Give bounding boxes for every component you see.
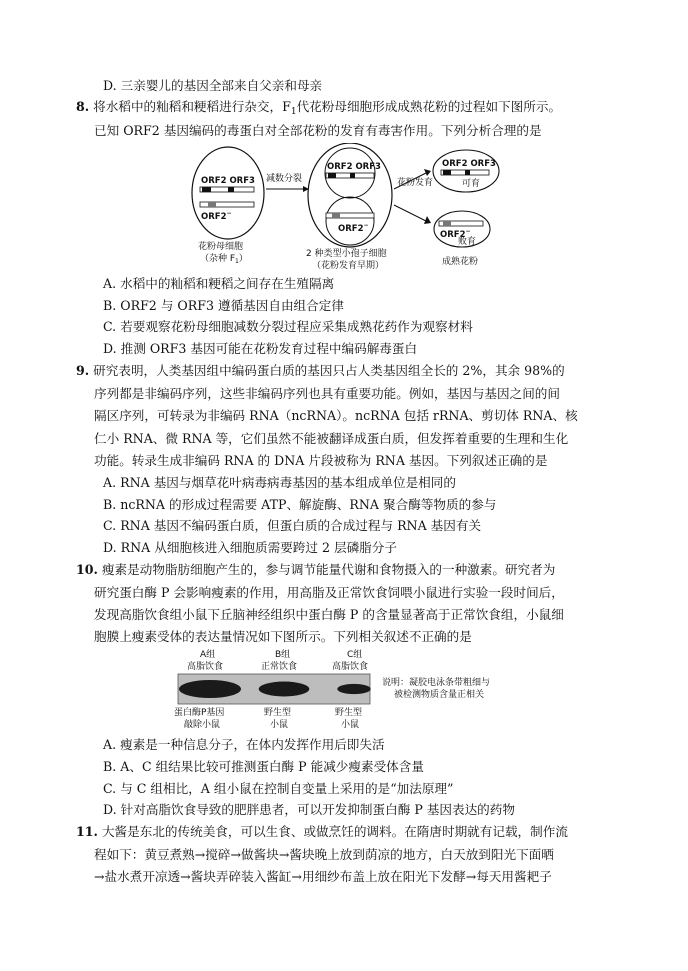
group-c-name: C组 [347, 650, 363, 660]
q8-option-b: B. ORF2 与 ORF3 遵循基因自由组合定律 [103, 298, 344, 313]
question-9-line-1 [76, 362, 565, 380]
q9-option-c: C. RNA 基因不编码蛋白质，但蛋白质的合成过程与 RNA 基因有关 [103, 518, 482, 533]
gel-note-line2: 被检测物质含量正相关 [394, 690, 485, 700]
q10-gel-electrophoresis-figure [160, 647, 540, 733]
q10-option-c: C. 与 C 组相比，A 组小鼠在控制自变量上采用的是“加法原理” [103, 781, 454, 796]
question-8-line-2: 已知 ORF2 基因编码的毒蛋白对全部花粉的发育有毒害作用。下列分析合理的是 [94, 123, 542, 138]
question-10-number: 10. [76, 562, 98, 577]
group-a-label-line2: 敲除小鼠 [184, 720, 221, 730]
cell1-bottom-label: ORF2− [201, 210, 232, 222]
pollen-development-arrow-label: 花粉发育 [397, 178, 434, 188]
cell1-caption-line2: （杂种 $F_1$） [200, 254, 248, 265]
aborted-orf2-minus-segment [443, 221, 451, 226]
q10-line-3: 发现高脂饮食组小鼠下丘脑神经组织中蛋白酶 P 的含量显著高于正常饮食组，小鼠细 [94, 607, 564, 622]
meiosis-arrow-label: 减数分裂 [266, 174, 303, 184]
aborted-cell-label: ORF2− [440, 228, 471, 240]
gel-band-c [337, 684, 370, 694]
q9-option-b: B. ncRNA 的形成过程需要 ATP、解旋酶、RNA 聚合酶等物质的参与 [103, 497, 497, 512]
cell2a-label: ORF2 ORF3 [327, 162, 381, 172]
cell2-caption-line2: （花粉发育早期） [312, 261, 385, 271]
gel-band-a [179, 680, 241, 698]
q10-option-a: A. 瘦素是一种信息分子，在体内发挥作用后即失活 [103, 737, 385, 752]
group-b-label-line1: 野生型 [264, 708, 292, 718]
microspore-cell-b [326, 197, 374, 245]
cell2b-orf2-minus-segment [332, 213, 340, 218]
q10-line-1-text: 瘦素是动物脂肪细胞产生的，参与调节能量代谢和食物摄入的一种激素。研究者为 [101, 562, 556, 577]
group-b-name: B组 [275, 650, 291, 660]
q8-pollen-development-figure [190, 143, 510, 273]
q10-option-d: D. 针对高脂饮食导致的肥胖患者，可以开发抑制蛋白酶 P 基因表达的药物 [103, 802, 515, 817]
q10-option-b: B. A、C 组结果比较可推测蛋白酶 P 能减少瘦素受体含量 [103, 759, 424, 774]
fertile-cell-label: ORF2 ORF3 [442, 159, 496, 169]
group-c-label-line1: 野生型 [335, 708, 363, 718]
q8-option-a: A. 水稻中的籼稻和粳稻之间存在生殖隔离 [103, 276, 335, 291]
q9-option-d: D. RNA 从细胞核进入细胞质需要跨过 2 层磷脂分子 [103, 540, 397, 555]
cell1-orf2-segment [202, 187, 211, 192]
group-c-diet: 高脂饮食 [332, 662, 369, 672]
q11-line-2: 程如下：黄豆煮熟→搅碎→做酱块→酱块晚上放到荫凉的地方，白天放到阳光下面晒 [94, 847, 554, 862]
cell2a-orf3-segment [350, 173, 355, 178]
q11-line-3: →盐水煮开凉透→酱块弄碎装入酱缸→用细纱布盖上放在阳光下发酵→每天用酱耙子 [94, 869, 552, 884]
question-8-number: 8. [76, 99, 90, 114]
gel-note-line1: 说明：凝胶电泳条带粗细与 [382, 678, 491, 688]
q9-line-2: 序列都是非编码序列，这些非编码序列也具有重要功能。例如，基因与基因之间的间 [94, 386, 560, 401]
group-a-label-line1: 蛋白酶P基因 [174, 708, 225, 718]
q9-option-a: A. RNA 基因与烟草花叶病毒病毒基因的基本组成单位是相同的 [103, 475, 456, 490]
q10-line-4: 胞膜上瘦素受体的表达量情况如下图所示。下列相关叙述不正确的是 [94, 629, 472, 644]
q8-option-d: D. 推测 ORF3 基因可能在花粉发育过程中编码解毒蛋白 [103, 341, 418, 356]
q9-line-3: 隔区序列，可转录为非编码 RNA（ncRNA）。ncRNA 包括 rRNA、剪切体 RNA、核 [94, 408, 578, 423]
cell2b-label: ORF2− [338, 222, 369, 234]
question-10-line-1 [76, 561, 555, 579]
cell1-top-label: ORF2 ORF3 [201, 176, 255, 186]
group-b-diet: 正常饮食 [261, 662, 298, 672]
group-a-name: A组 [200, 650, 216, 660]
aborted-label: 败育 [458, 237, 477, 247]
cell1-orf3-segment [228, 187, 234, 192]
pollen-mother-cell [192, 147, 264, 239]
q8-text-b: 代花粉母细胞形成成熟花粉的过程如下图所示。 [296, 99, 562, 114]
arrowhead-fertile [424, 169, 431, 176]
group-c-label-line2: 小鼠 [341, 720, 360, 730]
fertile-label: 可育 [462, 179, 481, 189]
q9-line-5: 功能。转录生成非编码 RNA 的 DNA 片段被称为 RNA 基因。下列叙述正确的是 [94, 453, 548, 468]
cell1-orf2-minus-segment [208, 202, 216, 207]
q8-subscript: 1 [290, 107, 297, 117]
group-b-label-line2: 小鼠 [270, 720, 289, 730]
fertile-orf2-segment [443, 170, 451, 175]
prev-question-option-d: D. 三亲婴儿的基因全部来自父亲和母亲 [103, 78, 323, 93]
question-9-number: 9. [76, 363, 90, 378]
question-11-number: 11. [76, 824, 98, 839]
q10-line-2: 研究蛋白酶 P 会影响瘦素的作用，用高脂及正常饮食饲喂小鼠进行实验一段时间后， [94, 585, 564, 600]
group-a-diet: 高脂饮食 [187, 662, 224, 672]
q9-line-4: 仁小 RNA、微 RNA 等，它们虽然不能被翻译成蛋白质，但发挥着重要的生理和生化 [94, 431, 569, 446]
cell2-caption-line1: 2 种类型小孢子细胞 [306, 249, 387, 259]
q9-line-1-text: 研究表明，人类基因组中编码蛋白质的基因只占人类基因组全长的 2%，其余 98%的 [93, 363, 565, 378]
q11-line-1-text: 大酱是东北的传统美食，可以生食、或做烹饪的调料。在隋唐时期就有记载，制作流 [101, 824, 568, 839]
fertile-orf3-segment [465, 170, 470, 175]
mature-pollen-caption: 成熟花粉 [442, 257, 479, 267]
cell2a-orf2-segment [328, 173, 336, 178]
arrow-to-aborted [394, 205, 426, 221]
q8-option-c: C. 若要观察花粉母细胞减数分裂过程应采集成熟花药作为观察材料 [103, 319, 473, 334]
gel-band-b [259, 682, 310, 697]
question-11-line-1 [76, 823, 568, 841]
question-8-line-1 [76, 98, 561, 121]
q8-text-a: 将水稻中的籼稻和粳稻进行杂交，F [93, 99, 291, 114]
cell1-caption-line1: 花粉母细胞 [198, 242, 244, 252]
